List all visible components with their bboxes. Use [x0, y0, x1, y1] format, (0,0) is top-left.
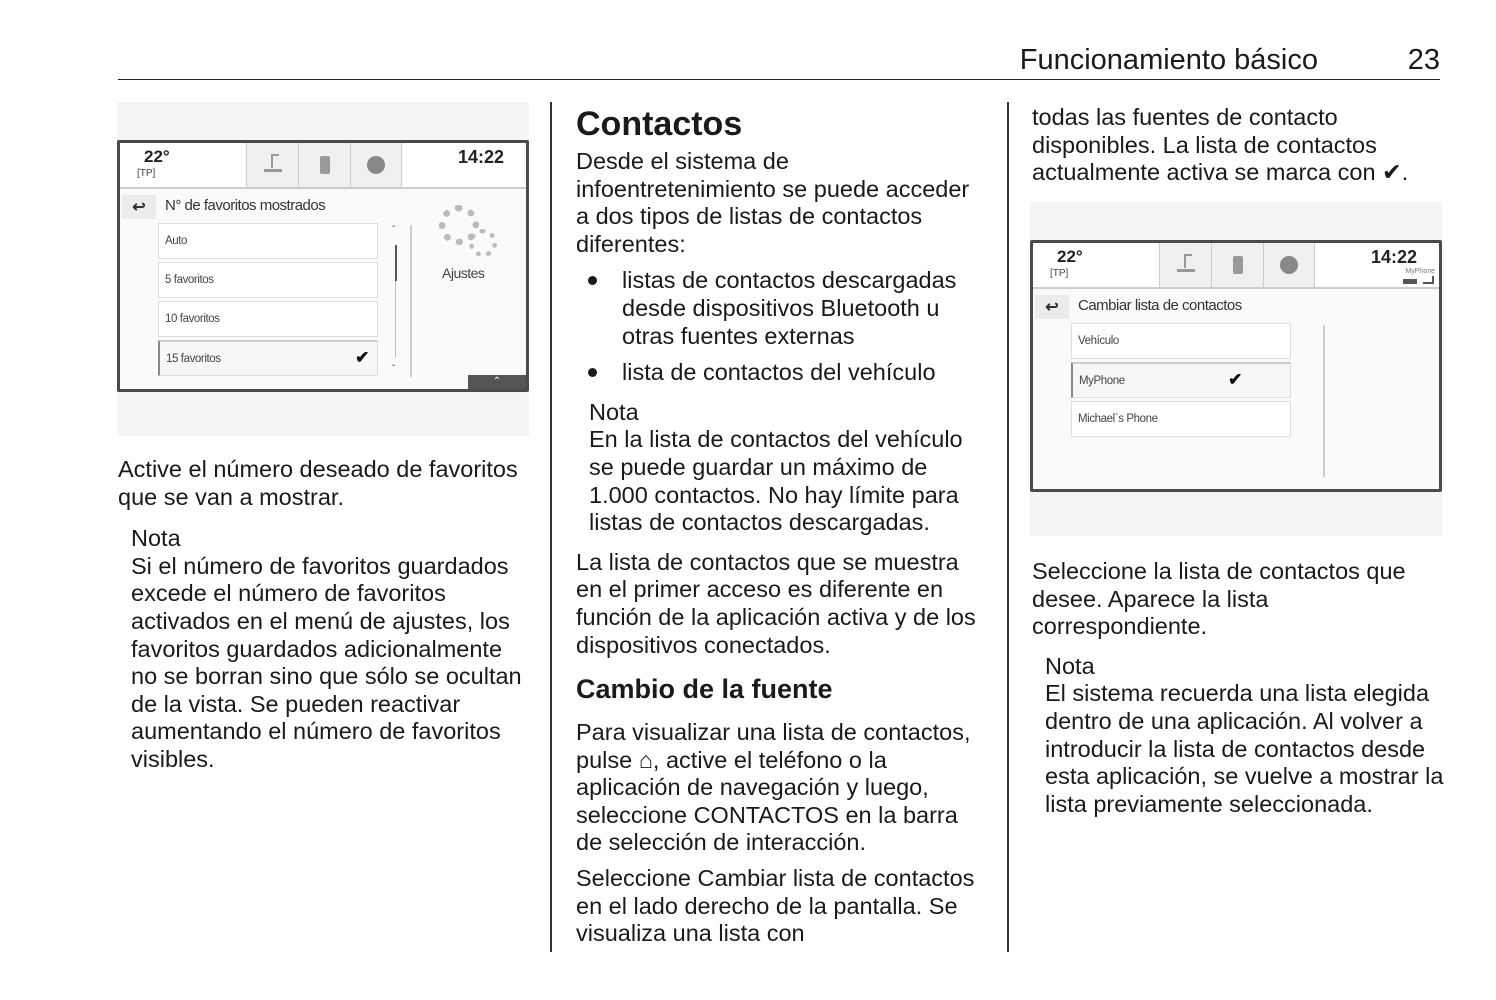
note-box — [118, 525, 530, 773]
heading-contactos: Contactos — [576, 105, 743, 143]
tp-indicator: [TP] — [1050, 268, 1069, 279]
navigation-icon — [1177, 258, 1195, 272]
column-divider — [1007, 102, 1009, 952]
caption: Active el número deseado de favoritos que se van a mostrar. — [118, 456, 518, 510]
temperature: 22° — [1057, 247, 1083, 266]
status-bar — [120, 143, 526, 189]
paragraph: Para visualizar una lista de contactos, pulse ⌂, active el teléfono o la aplicación de navegación y luego, seleccione CONTACTOS en la barra de selección de interacción. — [576, 719, 971, 856]
screen-title-row — [1033, 295, 1439, 321]
screenshot-favorites-settings — [117, 102, 529, 436]
column-3-text-bottom — [1032, 558, 1444, 818]
screenshot-change-contact-list — [1030, 202, 1442, 536]
list-item[interactable]: Vehículo — [1071, 323, 1291, 359]
screen-title: N° de favoritos mostrados — [165, 197, 326, 214]
battery-icon — [1403, 279, 1417, 284]
note-box — [576, 399, 988, 537]
app-tabs — [1159, 243, 1315, 287]
scroll-up-icon[interactable]: ˆ — [392, 225, 396, 236]
tab-media[interactable] — [1263, 243, 1315, 287]
favorites-option-list — [158, 223, 378, 379]
settings-label[interactable]: Ajustes — [442, 265, 485, 281]
list-item[interactable]: Michael`s Phone — [1071, 401, 1291, 437]
tab-phone[interactable] — [1211, 243, 1263, 287]
clock: 14:22 — [1370, 247, 1417, 267]
back-arrow-icon: ↩ — [1045, 299, 1059, 316]
page-header — [118, 40, 1440, 80]
note-text: El sistema recuerda una lista elegida dentro de una aplicación. Al volver a introducir la lista de contactos desde esta aplicación, se vuelve a mostrar la lista previamente seleccionada. — [1045, 680, 1444, 817]
list-item[interactable]: 5 favoritos — [158, 262, 378, 298]
paragraph: Seleccione Cambiar lista de contactos en el lado derecho de la pantalla. Se visualiza una lista con — [576, 865, 975, 947]
list-item: listas de contactos descargadas desde dispositivos Bluetooth u otras fuentes externas — [576, 267, 988, 350]
settings-gear-icon[interactable] — [435, 205, 505, 265]
paragraph: La lista de contactos que se muestra en el primer acceso es diferente en función de la aplicación activa y de los dispositivos conectados. — [576, 548, 976, 658]
back-arrow-icon: ↩ — [132, 199, 146, 216]
status-bar — [1033, 243, 1439, 289]
note-box — [1032, 653, 1444, 819]
column-1-text — [118, 456, 530, 774]
navigation-icon — [264, 158, 282, 172]
media-disc-icon — [1280, 256, 1298, 274]
note-title: Nota — [589, 398, 639, 425]
list-item-selected[interactable]: 15 favoritos ✔ — [158, 340, 378, 376]
tab-media[interactable] — [350, 143, 402, 187]
scroll-thumb[interactable] — [395, 245, 397, 281]
tab-phone[interactable] — [298, 143, 350, 187]
list-item[interactable]: 10 favoritos — [158, 301, 378, 337]
caption: Seleccione la lista de contactos que desee. Aparece la lista correspondiente. — [1032, 558, 1406, 640]
list-item-selected[interactable]: MyPhone ✔ — [1071, 362, 1291, 398]
app-tabs — [246, 143, 402, 187]
tab-navigation[interactable] — [246, 143, 298, 187]
home-icon: ⌂ — [638, 746, 653, 773]
checkmark-icon: ✔ — [355, 348, 369, 367]
column-2-text — [576, 104, 988, 948]
subheading-cambio-fuente: Cambio de la fuente — [576, 674, 833, 705]
screen-title: Cambiar lista de contactos — [1078, 297, 1242, 314]
note-title: Nota — [131, 525, 181, 552]
checkmark-icon: ✔ — [1228, 370, 1242, 389]
media-disc-icon — [367, 156, 385, 174]
connected-phone-name: MyPhone — [1405, 268, 1435, 275]
clock: 14:22 — [457, 147, 504, 167]
tab-navigation[interactable] — [1159, 243, 1211, 287]
contact-source-list — [1071, 323, 1291, 440]
list-item[interactable]: Auto — [158, 223, 378, 259]
column-3-text-top — [1032, 104, 1444, 187]
section-title: Funcionamiento básico — [1019, 44, 1318, 76]
tp-indicator: [TP] — [137, 168, 156, 179]
phone-icon — [320, 156, 330, 174]
list-item: lista de contactos del vehículo — [576, 359, 988, 387]
intro-paragraph: Desde el sistema de infoentretenimiento se puede acceder a dos tipos de listas de contactos diferentes: — [576, 148, 970, 257]
temperature: 22° — [144, 147, 170, 166]
infotainment-screen — [1030, 240, 1442, 492]
scrollbar[interactable] — [392, 225, 402, 375]
note-title: Nota — [1045, 652, 1095, 679]
contact-list-types — [576, 267, 988, 386]
phone-icon — [1233, 256, 1243, 274]
collapse-button[interactable] — [468, 375, 526, 389]
chevron-up-icon: ⌃ — [492, 376, 502, 387]
infotainment-screen — [117, 140, 529, 392]
page-number: 23 — [1407, 44, 1440, 76]
paragraph: todas las fuentes de contacto disponibles. La lista de contactos actualmente activa se marca con ✔. — [1032, 104, 1409, 186]
back-button[interactable] — [1035, 295, 1069, 319]
signal-icon — [1423, 276, 1434, 284]
note-text: Si el número de favoritos guardados excede el número de favoritos activados en el menú de ajustes, los favoritos guardados adicionalmente no se borran sino que sólo se ocultan de la vista. Se pueden reactivar aumentando el número de favoritos visibles. — [131, 552, 522, 772]
back-button[interactable] — [122, 195, 156, 219]
column-divider — [550, 102, 552, 952]
note-text: En la lista de contactos del vehículo se puede guardar un máximo de 1.000 contactos. No hay límite para listas de contactos descargadas. — [589, 426, 963, 536]
scroll-down-icon[interactable]: ˇ — [392, 364, 396, 375]
